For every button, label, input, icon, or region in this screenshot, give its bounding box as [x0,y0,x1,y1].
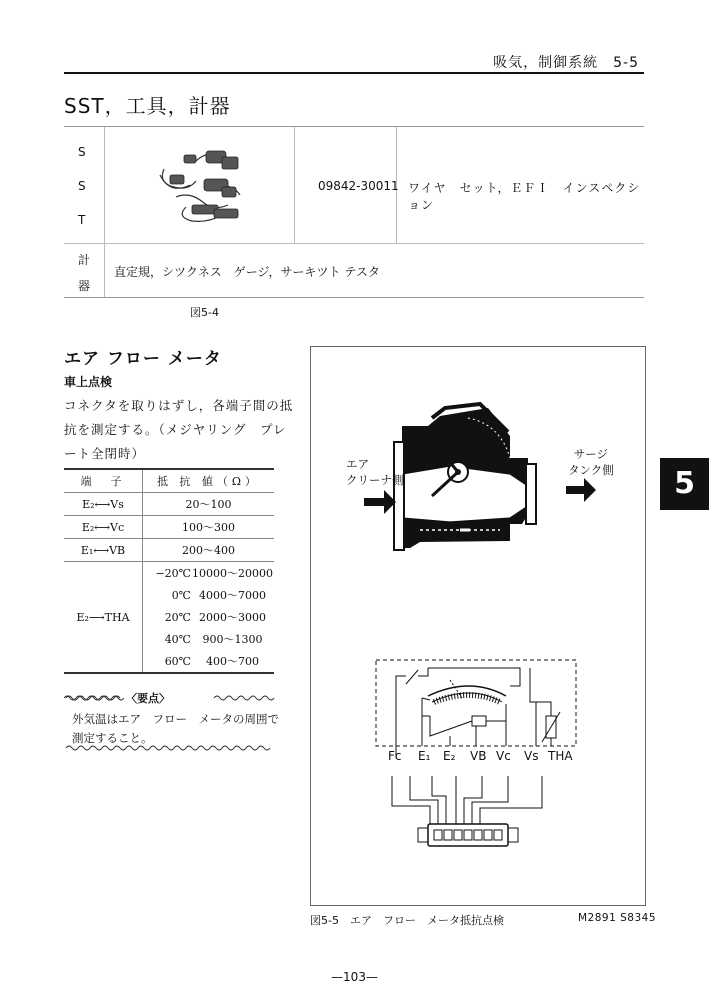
resistance-cell: 20～100 [143,493,275,516]
sst-letter: S [78,145,86,159]
sst-letter: T [78,213,86,227]
resistance-cell: 100～300 [143,516,275,539]
note-text: 外気温はエア フロー メータの周囲で測定すること。 [72,712,279,745]
air-cleaner-label: エア クリーナ側 [346,457,404,487]
table-row [64,539,274,562]
inspection-instructions: コネクタを取りはずし，各端子間の抵抗を測定する。（メジヤリング プレート全閉時） [64,398,294,461]
terminal-cell: E₂⟶THA [64,562,143,674]
resistance-cell: 2000～3000 [199,611,266,624]
resistance-cell: 400～700 [206,655,259,668]
sst-letter: S [78,179,86,193]
header-rule [64,72,644,74]
terminal-fc: Fc [388,749,402,763]
temperature-cell: 20℃ [164,610,191,624]
figure-code: M2891 S8345 [578,912,657,924]
note-title: 〈要点〉 [126,692,170,705]
terminal-cell: E₂⟷Vc [64,516,143,539]
gauge-list: 直定規，シツクネス ゲージ，サーキツト テスタ [114,265,380,279]
resistance-cell: 10000～20000 [192,567,273,580]
temperature-cell: 40℃ [164,632,191,646]
header-title: 吸気，制御系統 5-5 [493,55,639,71]
table-row [64,562,274,674]
temperature-cell: 60℃ [164,654,191,668]
terminal-cell: E₂⟷Vs [64,493,143,516]
resistance-cell: 4000～7000 [199,589,266,602]
terminal-header: 端 子 [64,469,143,493]
table-row [64,493,274,516]
terminal-vc: Vc [496,749,511,763]
temperature-cell: 0℃ [171,588,191,602]
gauge-label: 器 [78,279,91,293]
surge-tank-label: サージ タンク側 [568,447,614,477]
air-flow-title: エア フロー メータ [64,349,222,369]
terminal-vb: VB [470,749,487,763]
terminal-cell: E₁⟷VB [64,539,143,562]
table-header-row [64,469,274,493]
wire-set-illustration [156,147,252,225]
terminal-tha: THA [548,749,573,763]
section-title: SST，工具，計器 [64,94,231,118]
resistance-cell: 200～400 [143,539,275,562]
inspection-subtitle: 車上点検 [64,375,113,389]
chapter-tab: 5 [660,458,709,510]
figure-5-5-caption: 図5-5 エア フロー メータ抵抗点検 [310,914,504,927]
resistance-table [64,468,274,674]
terminal-e2: E₂ [443,749,456,763]
sst-part-name: ワイヤ セット，ＥＦＩ インスペクション [408,181,641,212]
temperature-cell: −20℃ [155,566,191,580]
sst-table [64,126,644,298]
page-number: —103— [331,970,378,984]
gauge-label: 計 [78,253,91,267]
terminal-e1: E₁ [418,749,431,763]
tha-subtable [143,562,274,672]
figure-5-4-caption: 図5-4 [190,306,219,319]
table-row [64,516,274,539]
terminal-vs: Vs [524,749,539,763]
resistance-cell: 900～1300 [202,633,263,646]
resistance-header: 抵 抗 値（Ω） [143,469,275,493]
sst-part-number: 09842-30011 [318,179,399,193]
